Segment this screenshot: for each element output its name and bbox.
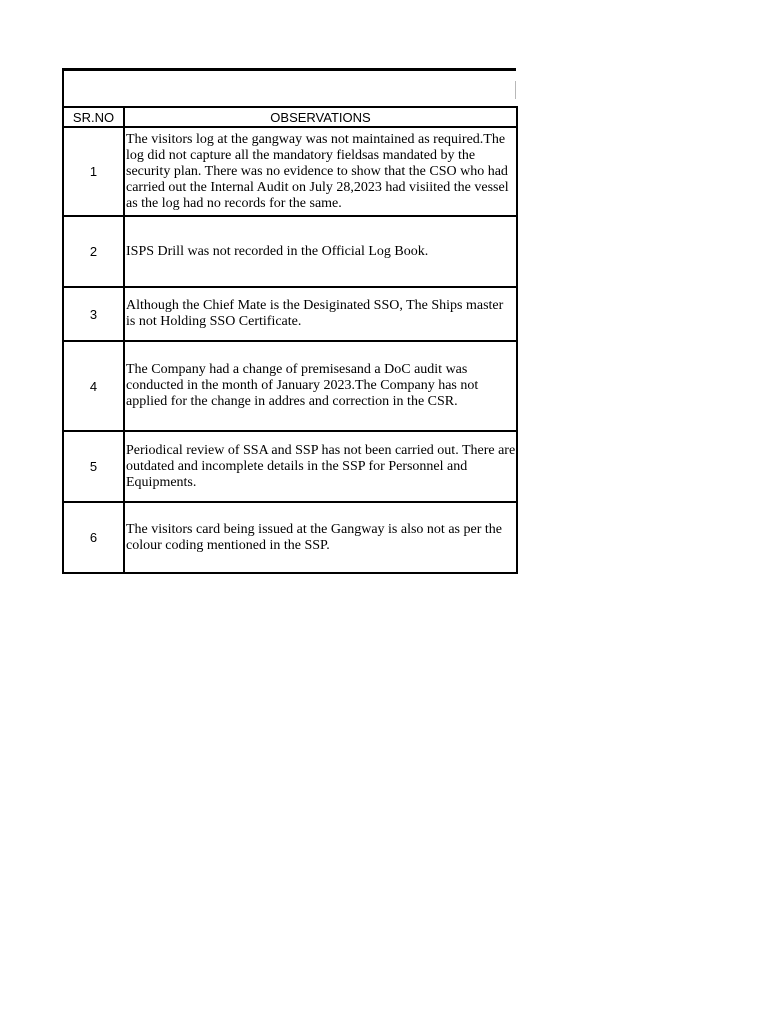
row-number: 1: [63, 127, 124, 216]
header-row: [63, 107, 517, 127]
row-number: 5: [63, 431, 124, 502]
table-row: [63, 341, 517, 431]
row-number: 2: [63, 216, 124, 287]
table-row: [63, 431, 517, 502]
row-number: 6: [63, 502, 124, 573]
table-row: [63, 502, 517, 573]
cell-edge-mark: [515, 81, 516, 99]
header-sr-no: SR.NO: [63, 107, 124, 127]
observations-sheet: [62, 68, 516, 574]
observation-text: ISPS Drill was not recorded in the Official Log Book.: [124, 216, 517, 287]
table-row: [63, 216, 517, 287]
header-observations: OBSERVATIONS: [124, 107, 517, 127]
observation-text: The Company had a change of premisesand a DoC audit was conducted in the month of January 2023.The Company has not applied for the change in addres and correction in the CSR.: [124, 341, 517, 431]
observation-text: Although the Chief Mate is the Desiginated SSO, The Ships master is not Holding SSO Certificate.: [124, 287, 517, 341]
observations-table: [62, 106, 518, 574]
observation-text: The visitors log at the gangway was not maintained as required.The log did not capture all the mandatory fieldsas mandated by the security plan. There was no evidence to show that the CSO who had carried out the Internal Audit on July 28,2023 had visiited the vessel as the log had no records for the same.: [124, 127, 517, 216]
table-row: [63, 287, 517, 341]
observation-text: The visitors card being issued at the Gangway is also not as per the colour coding mentioned in the SSP.: [124, 502, 517, 573]
title-band: [62, 68, 516, 106]
row-number: 3: [63, 287, 124, 341]
table-row: [63, 127, 517, 216]
row-number: 4: [63, 341, 124, 431]
observation-text: Periodical review of SSA and SSP has not been carried out. There are outdated and incomplete details in the SSP for Personnel and Equipments.: [124, 431, 517, 502]
